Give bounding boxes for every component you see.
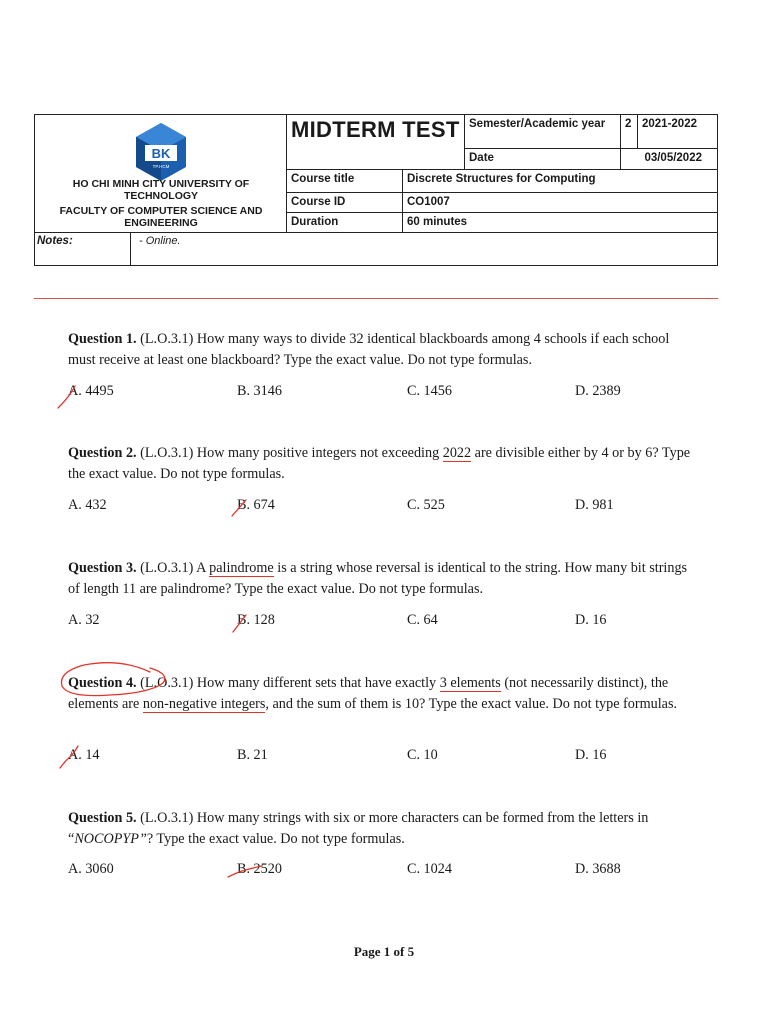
page-number: Page 1 of 5 [353, 944, 415, 959]
question-2-text-b: are divisible either by 4 or by 6? Type the exact value. Do not type formulas. [68, 445, 691, 482]
option-d[interactable]: D. 3688 [575, 861, 621, 877]
question-3-underlined: palindrome [209, 560, 274, 576]
question-4-label: Question 4. [68, 675, 137, 691]
option-a[interactable]: A. 32 [68, 612, 100, 628]
exam-header-table [34, 114, 718, 266]
logo-text: BK [151, 146, 171, 161]
notes-value: - Online. [139, 235, 181, 247]
question-3-text-a: (L.O.3.1) A [140, 560, 210, 576]
question-3-text-b: is a string whose reversal is identical to the string. How many bit strings of length 11 are palindrome? Type the exact value. Do not type formulas. [68, 560, 688, 597]
question-4-text-c: , and the sum of them is 10? Type the exact value. Do not type formulas. [265, 696, 678, 712]
date-label: Date [465, 149, 621, 170]
duration-value: 60 minutes [403, 213, 718, 233]
duration-label: Duration [287, 213, 403, 233]
option-c[interactable]: C. 1024 [407, 861, 452, 877]
question-2-text-a: (L.O.3.1) How many positive integers not exceeding [140, 445, 443, 461]
question-2-label: Question 2. [68, 445, 137, 461]
test-title-cell [287, 115, 465, 170]
option-c[interactable]: C. 525 [407, 497, 445, 513]
option-b[interactable]: B. 2520 [237, 861, 282, 877]
option-c[interactable]: C. 1456 [407, 383, 452, 399]
option-d[interactable]: D. 16 [575, 612, 607, 628]
option-b[interactable]: B. 3146 [237, 383, 282, 399]
question-2 [68, 443, 698, 485]
course-id-label: Course ID [287, 193, 403, 213]
question-4-text-a: (L.O.3.1) How many different sets that have exactly [136, 675, 440, 691]
question-1 [68, 329, 698, 371]
date-value: 03/05/2022 [621, 149, 718, 170]
question-5 [68, 808, 698, 850]
notes-label: Notes: [35, 233, 131, 266]
option-a[interactable]: A. 3060 [68, 861, 114, 877]
semester-value: 2 [621, 115, 638, 149]
question-2-underlined: 2022 [442, 445, 472, 461]
question-1-label: Question 1. [68, 331, 137, 347]
course-title-label: Course title [287, 170, 403, 193]
option-d[interactable]: D. 2389 [575, 383, 621, 399]
question-3-label: Question 3. [68, 560, 137, 576]
question-5-text-a: (L.O.3.1) How many strings with six or more characters can be formed from the letters in “ [68, 810, 649, 847]
faculty-name: FACULTY OF COMPUTER SCIENCE AND ENGINEERING [59, 205, 263, 229]
course-id-value: CO1007 [403, 193, 718, 213]
question-1-text: (L.O.3.1) How many ways to divide 32 identical blackboards among 4 schools if each school must receive at least one blackboard? Type the exact value. Do not type formulas. [68, 331, 670, 368]
option-c[interactable]: C. 10 [407, 747, 438, 763]
university-name: HO CHI MINH CITY UNIVERSITY OF TECHNOLOGY [72, 178, 250, 202]
header-divider [34, 298, 718, 299]
question-5-italic: NOCOPYP” [74, 831, 147, 847]
semester-label: Semester/Academic year [465, 115, 621, 149]
question-5-label: Question 5. [68, 810, 137, 826]
test-title: MIDTERM TEST [291, 117, 460, 142]
option-a[interactable]: A. 4495 [68, 383, 114, 399]
option-d[interactable]: D. 16 [575, 747, 607, 763]
university-logo-icon [130, 121, 192, 183]
option-b[interactable]: B. 128 [237, 612, 275, 628]
option-c[interactable]: C. 64 [407, 612, 438, 628]
academic-year: 2021-2022 [638, 115, 718, 149]
option-a[interactable]: A. 14 [68, 747, 100, 763]
question-4-underlined-1: 3 elements [439, 675, 501, 691]
question-4-text-b: (not necessarily distinct), the elements are [68, 675, 669, 712]
question-5-text-b: ? Type the exact value. Do not type formulas. [146, 831, 405, 847]
option-d[interactable]: D. 981 [575, 497, 614, 513]
university-cell [35, 115, 287, 233]
option-b[interactable]: B. 674 [237, 497, 275, 513]
question-3 [68, 558, 698, 600]
course-title-value: Discrete Structures for Computing [403, 170, 718, 193]
option-a[interactable]: A. 432 [68, 497, 107, 513]
option-b[interactable]: B. 21 [237, 747, 268, 763]
question-4-underlined-2: non-negative integers [142, 696, 266, 712]
logo-subtext: TP.HCM [152, 164, 170, 169]
question-4 [68, 673, 698, 715]
